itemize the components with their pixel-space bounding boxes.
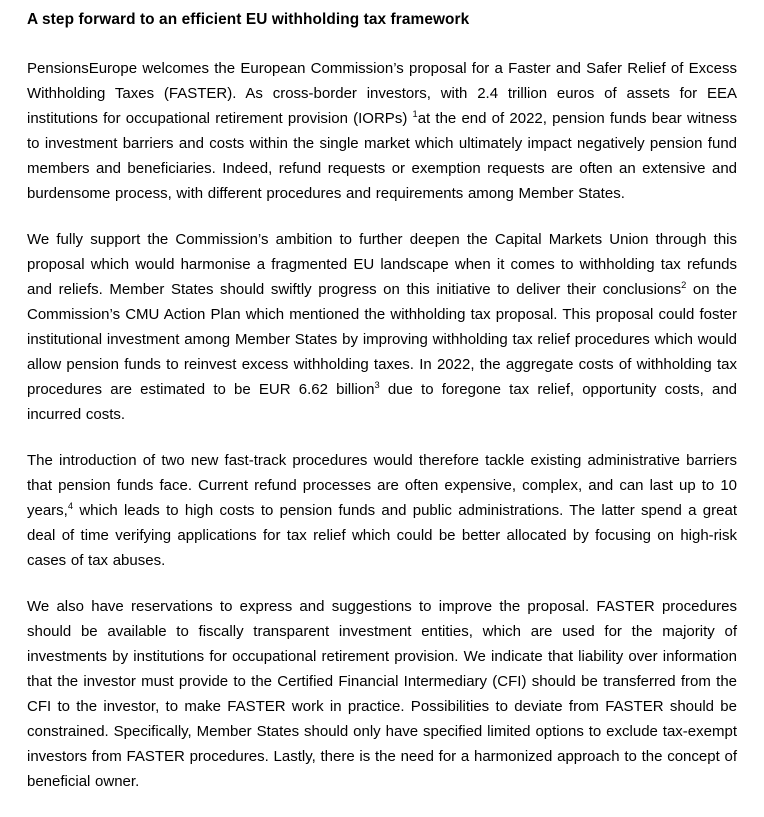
paragraph-intro-faster-proposal: PensionsEurope welcomes the European Commission’s proposal for a Faster and Safer Relief of Excess Withholding Taxes (FASTER). As cross-border investors, with 2.4 trillion euros of assets for EEA institutions for occupational retirement provision (IORPs) $^1$at the end of 2022, pension funds bear witness to investment barriers and costs within the single market which ultimately impact negatively pension fund members and beneficiaries. Indeed, refund requests or exemption requests are often an extensive and burdensome process, with different procedures and requirements among Member States. xyxy=(27,60,737,202)
paragraph-cmu-support: We fully support the Commission’s ambition to further deepen the Capital Markets Union through this proposal which would harmonise a fragmented EU landscape when it comes to withholding tax refunds and reliefs. Member States should swiftly progress on this initiative to deliver their conclusions$^2$ on the Commission’s CMU Action Plan which mentioned the withholding tax proposal. This proposal could foster institutional investment among Member States by improving withholding tax relief procedures which would allow pension funds to reinvest excess withholding taxes. In 2022, the aggregate costs of withholding tax procedures are estimated to be EUR 6.62 billion$^3$ due to foregone tax relief, opportunity costs, and incurred costs. xyxy=(27,231,738,423)
footnote-reference: 4 xyxy=(67,501,74,511)
document-title: A step forward to an efficient EU withholding tax framework xyxy=(27,11,470,28)
paragraph-fast-track-procedures: The introduction of two new fast-track procedures would therefore tackle existing administrative barriers that pension funds face. Current refund processes are often expensive, complex, and can last up to 10 years,$^4$ which leads to high costs to pension funds and public administrations. The latter spend a great deal of time verifying applications for tax relief which could be better allocated by focusing on high-risk cases of tax abuses. xyxy=(27,452,737,569)
footnote-reference: 2 xyxy=(681,280,687,290)
footnote-reference: 1 xyxy=(412,109,418,119)
paragraph-reservations-suggestions: We also have reservations to express and suggestions to improve the proposal. FASTER procedures should be available to fiscally transparent investment entities, which are used for the majority of investments by institutions for occupational retirement provision. We indicate that liability over information that the investor must provide to the Certified Financial Intermediary (CFI) should be transferred from the CFI to the investor, to make FASTER work in practice. Possibilities to deviate from FASTER should be constrained. Specifically, Member States should only have specified limited options to exclude tax-exempt investors from FASTER procedures. Lastly, there is the need for a harmonized approach to the concept of beneficial owner. xyxy=(27,598,737,790)
footnote-reference: 3 xyxy=(374,380,380,390)
document-body xyxy=(27,56,737,794)
